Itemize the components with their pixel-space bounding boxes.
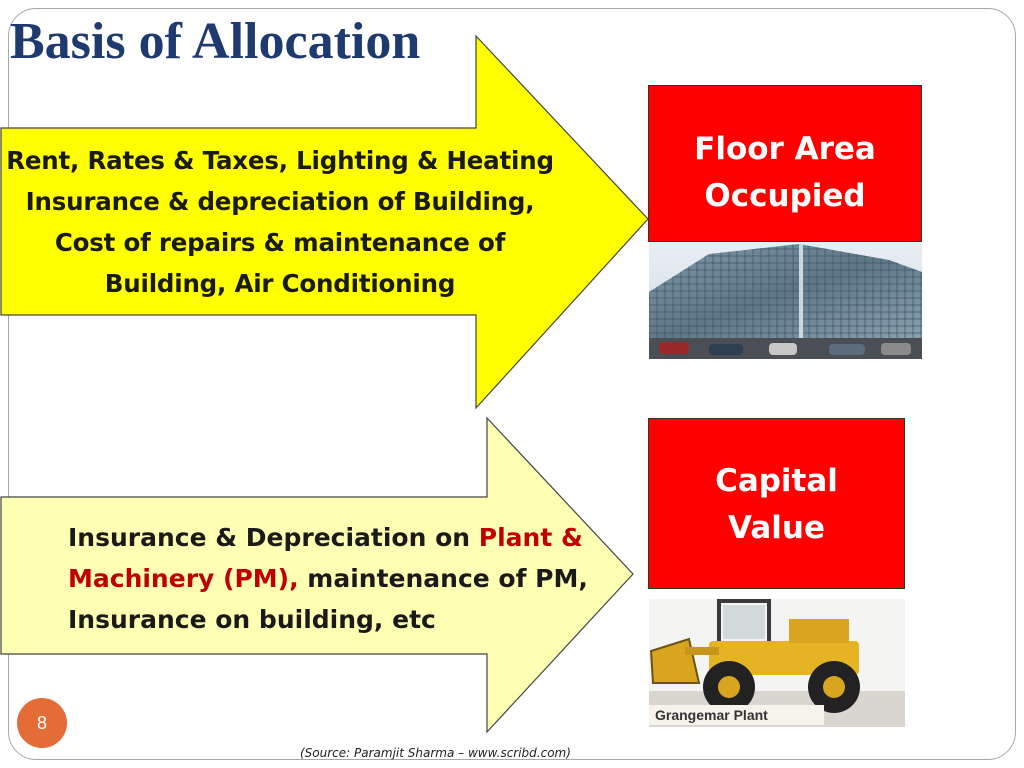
highlight-span: Machinery (PM), (68, 564, 299, 593)
text-span: Insurance & Depreciation on (68, 523, 479, 552)
box-line: Occupied (704, 178, 866, 214)
top-arrow-line: Rent, Rates & Taxes, Lighting & Heating (6, 146, 554, 175)
page-number-badge: 8 (17, 698, 67, 748)
top-arrow-text (2, 140, 558, 304)
top-arrow-line: Insurance & depreciation of Building, (25, 187, 535, 216)
highlight-span: Plant & (478, 523, 583, 552)
box-line: Floor Area (694, 131, 876, 167)
bottom-arrow-text (68, 517, 628, 640)
loader-caption: Grangemar Plant (655, 707, 768, 723)
text-span: maintenance of PM, (298, 564, 588, 593)
bottom-arrow-line-3: Insurance on building, etc (68, 605, 436, 634)
bottom-arrow-line-1 (68, 517, 628, 558)
capital-value-box (648, 418, 905, 589)
top-arrow-line: Cost of repairs & maintenance of (54, 228, 506, 257)
office-building-photo (649, 242, 922, 359)
bottom-arrow-line-2 (68, 558, 628, 599)
floor-area-box (648, 85, 922, 242)
box-line: Value (728, 510, 825, 546)
slide-title: Basis of Allocation (10, 13, 421, 70)
top-arrow-line: Building, Air Conditioning (104, 269, 456, 298)
source-citation: (Source: Paramjit Sharma – www.scribd.com) (300, 746, 571, 760)
wheel-loader-photo (649, 599, 905, 727)
box-line: Capital (715, 463, 838, 499)
